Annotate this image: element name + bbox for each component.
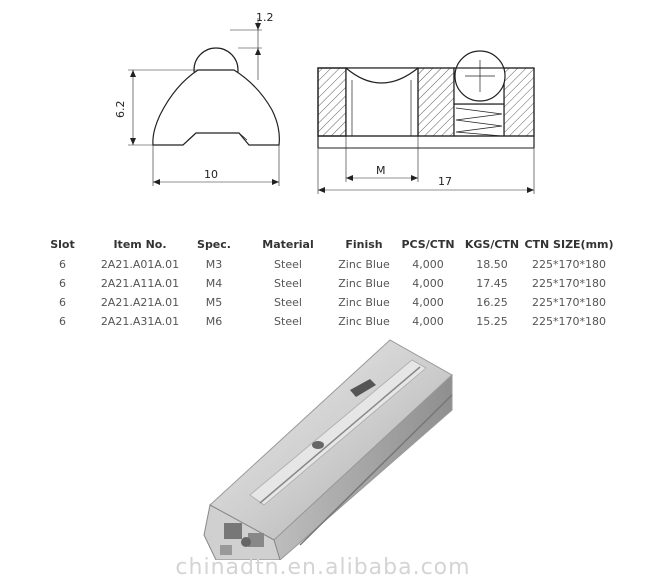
nut-body-shape [153, 70, 279, 145]
cell-slot: 6 [59, 277, 66, 290]
cell-pcs-ctn: 4,000 [412, 277, 444, 290]
table-row [30, 293, 615, 312]
cell-ctn-size: 225*170*180 [532, 296, 606, 309]
cell-material: Steel [274, 258, 302, 271]
aluminum-profile-image [190, 335, 470, 560]
header-slot: Slot [50, 237, 75, 251]
cell-kgs-ctn: 17.45 [476, 277, 508, 290]
cell-kgs-ctn: 15.25 [476, 315, 508, 328]
technical-drawing [0, 0, 646, 225]
cell-finish: Zinc Blue [338, 315, 390, 328]
cell-ctn-size: 225*170*180 [532, 277, 606, 290]
table-header-row [30, 233, 615, 255]
header-spec: Spec. [197, 237, 231, 251]
cell-finish: Zinc Blue [338, 258, 390, 271]
cell-spec: M3 [205, 258, 223, 271]
dim-length-label: 17 [438, 175, 452, 188]
watermark-text: chinadtn.en.alibaba.com [175, 555, 471, 580]
right-view [318, 51, 534, 194]
header-item-no: Item No. [113, 237, 167, 251]
dim-height-label: 6.2 [114, 100, 127, 118]
header-material: Material [262, 237, 314, 251]
cell-finish: Zinc Blue [338, 296, 390, 309]
header-finish: Finish [345, 237, 383, 251]
header-pcs-ctn: PCS/CTN [401, 237, 455, 251]
cell-slot: 6 [59, 258, 66, 271]
dim-width-label: 10 [204, 168, 218, 181]
cell-ctn-size: 225*170*180 [532, 258, 606, 271]
cell-slot: 6 [59, 315, 66, 328]
header-kgs-ctn: KGS/CTN [464, 237, 520, 251]
cell-slot: 6 [59, 296, 66, 309]
cell-material: Steel [274, 296, 302, 309]
cell-ctn-size: 225*170*180 [532, 315, 606, 328]
cell-spec: M5 [205, 296, 223, 309]
cell-spec: M4 [205, 277, 223, 290]
table-row [30, 255, 615, 274]
cell-item-no: 2A21.A21A.01 [100, 296, 180, 309]
table-row [30, 274, 615, 293]
cell-finish: Zinc Blue [338, 277, 390, 290]
cell-pcs-ctn: 4,000 [412, 296, 444, 309]
dim-thread-label: M [376, 164, 386, 177]
spec-table [30, 233, 615, 331]
cell-spec: M6 [205, 315, 223, 328]
cell-kgs-ctn: 18.50 [476, 258, 508, 271]
cell-material: Steel [274, 277, 302, 290]
header-ctn-size: CTN SIZE(mm) [524, 237, 614, 251]
cell-pcs-ctn: 4,000 [412, 315, 444, 328]
cell-kgs-ctn: 16.25 [476, 296, 508, 309]
table-row [30, 312, 615, 331]
cell-item-no: 2A21.A31A.01 [100, 315, 180, 328]
cell-item-no: 2A21.A11A.01 [100, 277, 180, 290]
cell-material: Steel [274, 315, 302, 328]
dim-top-label: 1.2 [256, 11, 274, 24]
cell-pcs-ctn: 4,000 [412, 258, 444, 271]
left-view [128, 18, 279, 186]
cell-item-no: 2A21.A01A.01 [100, 258, 180, 271]
